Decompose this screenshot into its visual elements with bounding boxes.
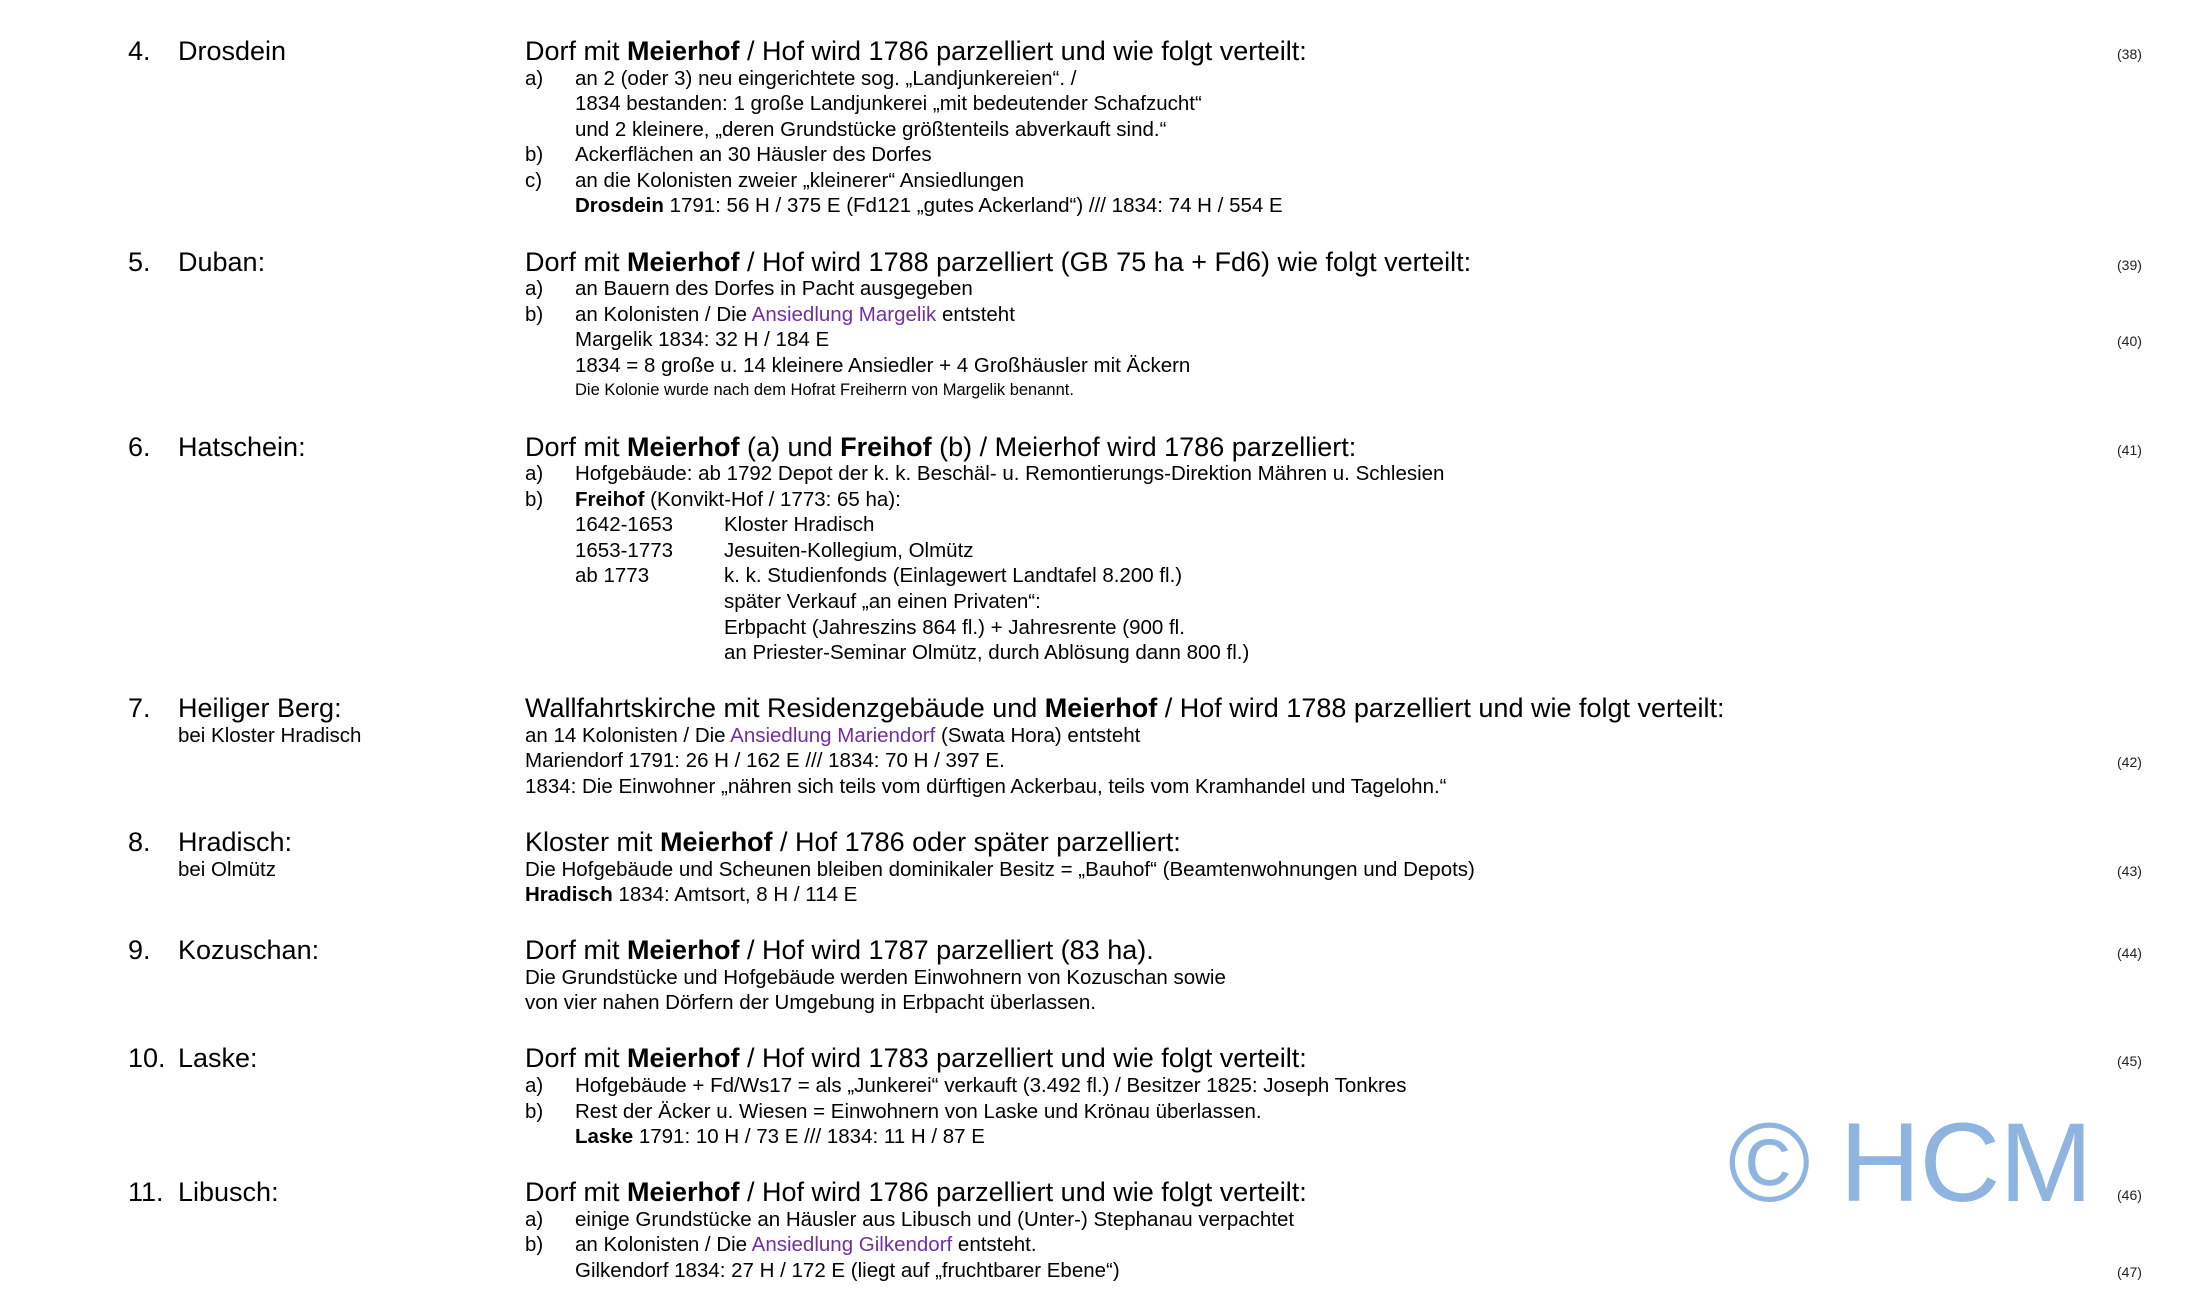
list-marker: b) [525,487,544,511]
text-segment: Die Hofgebäude und Scheunen bleiben dominikaler Besitz = „Bauhof“ (Beamtenwohnungen und Depots) [525,857,1475,881]
line-text [575,327,829,353]
text-segment: Hofgebäude: ab 1792 Depot der k. k. Beschäl- u. Remontierungs-Direktion Mähren u. Schlesien [575,462,1445,486]
text-segment: / Hof wird 1786 parzelliert und wie folgt verteilt: [739,36,1307,66]
line-text [575,66,1076,92]
entry-line [525,487,2208,513]
entry-line [525,91,2208,117]
text-segment: an die Kolonisten zweier „kleinerer“ Ansiedlungen [575,168,1024,192]
hcm-watermark: © HCM [1728,1100,2092,1225]
line-text [724,615,1185,641]
line-text [525,965,1226,991]
entry-line [525,640,2208,666]
text-segment: von vier nahen Dörfern der Umgebung in Erbpacht überlassen. [525,991,1096,1015]
line-text [525,37,1307,66]
settlement-link: Ansiedlung Margelik [751,302,937,326]
text-segment: Mariendorf 1791: 26 H / 162 E /// 1834: 70 H / 397 E. [525,749,1005,773]
owner-text: Jesuiten-Kollegium, Olmütz [724,538,974,562]
line-text [525,748,1005,774]
text-segment: / Hof wird 1788 parzelliert und wie folgt verteilt: [1157,693,1725,724]
line-text [575,538,673,564]
bold-term: Meierhof [660,827,773,858]
bold-term: Meierhof [627,431,740,462]
entry-line [525,142,2208,168]
entry-line [525,117,2208,143]
bold-term: Meierhof [627,1177,740,1208]
line-text [575,193,1283,219]
line-text [575,1099,1262,1125]
entry-number: 5. [128,246,151,277]
owner-text: Kloster Hradisch [724,513,875,537]
footnote-ref: (44) [2117,945,2142,962]
footnote-ref: (43) [2117,862,2142,879]
footnote-ref: (46) [2117,1187,2142,1204]
entry-line [525,589,2208,615]
entry-number: 8. [128,827,151,858]
entry-number: 4. [128,36,151,66]
footnote-ref: (40) [2117,333,2142,350]
text-segment: 1834 bestanden: 1 große Landjunkerei „mit bedeutender Schafzucht“ [575,92,1202,116]
bold-term: Laske [575,1125,634,1149]
entry-line [525,563,2208,589]
line-text [575,1258,1120,1284]
bold-term: Freihof [840,431,932,462]
line-text [575,1207,1294,1233]
line-text [575,461,1444,487]
list-marker: b) [525,143,544,167]
text-segment: 1834: Amtsort, 8 H / 114 E [612,883,858,907]
entry-line [525,168,2208,194]
list-marker: c) [525,168,543,192]
settlement-link: Ansiedlung Mariendorf [730,723,936,747]
line-text [575,563,649,589]
line-text [575,117,1166,143]
line-text [724,589,1041,615]
text-segment: Die Grundstücke und Hofgebäude werden Einwohnern von Kozuschan sowie [525,965,1226,989]
entry-line [525,327,2208,353]
bold-term: Meierhof [627,246,740,277]
entry-line [525,857,2208,883]
entry-line [525,965,2208,991]
text-segment: 1642-1653 [575,513,674,537]
entry-section [0,248,2208,404]
list-marker: a) [525,1073,544,1097]
entry-heading [525,433,2208,462]
entry-number: 6. [128,431,151,462]
line-text [575,1124,985,1150]
text-segment: 1834: Die Einwohner „nähren sich teils vom dürftigen Ackerbau, teils vom Kramhandel und Tagelohn.“ [525,774,1447,798]
line-text [525,857,1475,883]
entry-line [525,302,2208,328]
line-text [525,774,1447,800]
line-text [525,723,1140,749]
list-marker: a) [525,277,544,301]
text-segment: (Konvikt-Hof / 1773: 65 ha): [644,487,901,511]
bold-term: Meierhof [1044,693,1158,724]
entry-content [525,248,2208,404]
text-segment: (b) / Meierhof wird 1786 parzelliert: [931,431,1357,462]
place-subtitle: bei Kloster Hradisch [178,723,362,747]
entry-number: 10. [128,1043,166,1074]
text-segment: (a) und [739,431,841,462]
footnote-ref: (47) [2117,1263,2142,1280]
entry-line [525,353,2208,379]
place-name: Hatschein: [178,431,306,462]
entry-line [525,882,2208,908]
entry-line [525,615,2208,641]
entry-line [525,1073,2208,1099]
bold-term: Drosdein [575,194,664,218]
entry-number: 11. [128,1177,164,1208]
entry-line [525,990,2208,1016]
text-segment: an 2 (oder 3) neu eingerichtete sog. „Landjunkereien“. / [575,66,1077,90]
text-segment: 1653-1773 [575,538,674,562]
text-segment: / Hof wird 1788 parzelliert (GB 75 ha + Fd6) wie folgt verteilt: [739,246,1472,277]
text-segment: 1791: 10 H / 73 E /// 1834: 11 H / 87 E [633,1125,985,1149]
line-text [525,433,1356,462]
text-segment: an Kolonisten / Die [575,1233,752,1257]
text-segment: entsteht [936,302,1015,326]
text-segment: später Verkauf „an einen Privaten“: [724,590,1041,613]
line-text [575,168,1024,194]
text-segment: / Hof wird 1787 parzelliert (83 ha). [739,935,1154,966]
text-segment: Dorf mit [525,431,628,462]
line-text [575,142,932,168]
text-segment: Wallfahrtskirche mit Residenzgebäude und [525,693,1045,724]
entry-line [525,774,2208,800]
text-segment: 1791: 56 H / 375 E (Fd121 „gutes Ackerland“) /// 1834: 74 H / 554 E [663,194,1283,218]
line-text [525,936,1154,965]
entry-line [525,1258,2208,1284]
line-text [525,248,1471,277]
list-marker: a) [525,462,544,486]
line-text [575,91,1202,117]
entry-content [525,936,2208,1016]
entry-line [525,461,2208,487]
line-text [525,990,1096,1016]
owner-text: k. k. Studienfonds (Einlagewert Landtafel 8.200 fl.) [724,564,1183,588]
text-segment: ab 1773 [575,564,650,588]
entry-section [0,694,2208,799]
place-name: Heiliger Berg: [178,693,342,724]
text-segment: 1834 = 8 große u. 14 kleinere Ansiedler + 4 Großhäusler mit Äckern [575,353,1191,377]
text-segment: an Priester-Seminar Olmütz, durch Ablösung dann 800 fl.) [724,641,1250,665]
entry-section [0,936,2208,1016]
text-segment: Dorf mit [525,935,628,966]
text-segment: Rest der Äcker u. Wiesen = Einwohnern von Laske und Krönau überlassen. [575,1099,1262,1123]
settlement-link: Ansiedlung Gilkendorf [751,1233,953,1257]
line-text [575,378,1074,404]
text-segment: Dorf mit [525,1177,628,1208]
text-segment: Die Kolonie wurde nach dem Hofrat Freiherrn von Margelik benannt. [575,381,1074,400]
line-text [575,276,973,302]
entry-line [525,748,2208,774]
footnote-ref: (42) [2117,754,2142,771]
text-segment: an 14 Kolonisten / Die [525,723,731,747]
text-segment: an Bauern des Dorfes in Pacht ausgegeben [575,277,973,301]
entry-number: 7. [128,693,151,724]
line-text [575,302,1015,328]
text-segment: Ackerflächen an 30 Häusler des Dorfes [575,143,932,167]
entry-content [525,37,2208,219]
entry-heading [525,248,2208,277]
line-text [575,512,673,538]
text-segment: entsteht. [952,1233,1037,1257]
text-segment: und 2 kleinere, „deren Grundstücke größtenteils abverkauft sind.“ [575,117,1167,141]
list-marker: b) [525,302,544,326]
entry-line [525,276,2208,302]
document-body [0,37,2208,1284]
line-text [525,1178,1307,1207]
entry-line [525,378,2208,404]
entry-content [525,433,2208,666]
entry-line [525,1232,2208,1258]
list-marker: a) [525,1207,544,1231]
footnote-ref: (41) [2117,441,2142,458]
text-segment: Hofgebäude + Fd/Ws17 = als „Junkerei“ verkauft (3.492 fl.) / Besitzer 1825: Joseph Tonkres [575,1073,1407,1097]
line-text [525,882,857,908]
bold-term: Freihof [575,487,645,511]
entry-section [0,828,2208,908]
footnote-ref: (45) [2117,1053,2142,1070]
text-segment: Kloster mit [525,827,661,858]
line-text [525,828,1181,857]
entry-heading [525,694,2208,723]
footnote-ref: (39) [2117,256,2142,273]
entry-line [525,193,2208,219]
bold-term: Hradisch [525,883,613,907]
entry-section [0,433,2208,666]
text-segment: Dorf mit [525,246,628,277]
entry-line [525,723,2208,749]
place-name: Kozuschan: [178,935,320,966]
bold-term: Meierhof [627,36,740,66]
text-segment: Gilkendorf 1834: 27 H / 172 E (liegt auf „fruchtbarer Ebene“) [575,1258,1120,1282]
entry-number: 9. [128,935,151,966]
bold-term: Meierhof [627,935,740,966]
entry-content [525,694,2208,799]
text-segment: einige Grundstücke an Häusler aus Libusch und (Unter-) Stephanau verpachtet [575,1207,1295,1231]
text-segment: / Hof wird 1783 parzelliert und wie folgt verteilt: [739,1043,1307,1074]
place-subtitle: bei Olmütz [178,857,276,881]
entry-content [525,828,2208,908]
entry-heading [525,37,2208,66]
text-segment: Dorf mit [525,36,628,66]
line-text [724,640,1249,666]
text-segment: an Kolonisten / Die [575,302,752,326]
text-segment: Erbpacht (Jahreszins 864 fl.) + Jahresrente (900 fl. [724,615,1185,639]
place-name: Hradisch: [178,827,293,858]
place-name: Laske: [178,1043,258,1074]
entry-line [525,512,2208,538]
line-text [525,694,1725,723]
entry-heading [525,1044,2208,1073]
line-text [575,353,1190,379]
line-text [575,487,901,513]
line-text [575,1232,1037,1258]
line-text [525,1044,1307,1073]
footnote-ref: (38) [2117,46,2142,62]
text-segment: Dorf mit [525,1043,628,1074]
list-marker: a) [525,66,544,90]
place-name: Duban: [178,246,266,277]
entry-heading [525,936,2208,965]
text-segment: / Hof wird 1786 parzelliert und wie folgt verteilt: [739,1177,1307,1208]
entry-heading [525,828,2208,857]
place-name: Drosdein [178,36,287,66]
text-segment: (Swata Hora) entsteht [935,723,1141,747]
entry-section [0,37,2208,219]
bold-term: Meierhof [627,1043,740,1074]
text-segment: / Hof 1786 oder später parzelliert: [772,827,1181,858]
place-name: Libusch: [178,1177,279,1208]
line-text [575,1073,1406,1099]
list-marker: b) [525,1233,544,1257]
entry-line [525,66,2208,92]
entry-line [525,538,2208,564]
list-marker: b) [525,1099,544,1123]
text-segment: Margelik 1834: 32 H / 184 E [575,328,830,352]
